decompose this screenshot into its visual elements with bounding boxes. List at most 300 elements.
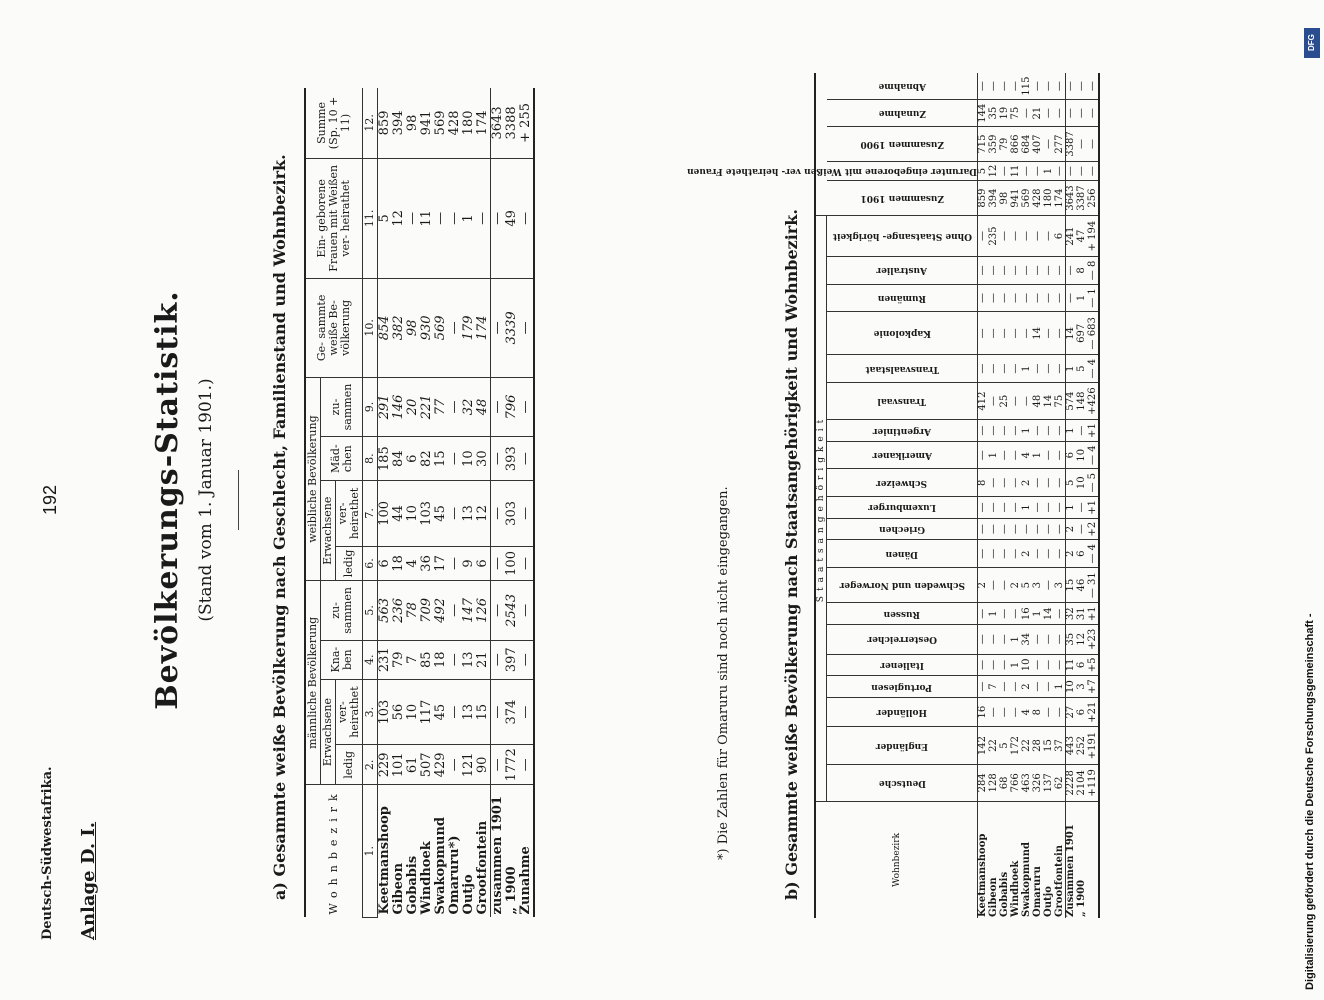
table-cell: — 31	[1088, 568, 1099, 603]
row-label	[1088, 801, 1099, 918]
table-cell: —	[1044, 497, 1055, 519]
table-cell: 137	[1044, 764, 1055, 801]
table-cell: —	[1033, 518, 1044, 540]
table-cell: —	[491, 546, 506, 581]
table-cell: 185	[378, 437, 393, 481]
row-label: Zusammen 1901	[1066, 801, 1077, 918]
table-cell: 697	[1077, 312, 1088, 355]
table-cell: 412	[978, 382, 989, 419]
table-cell: 1	[1066, 420, 1077, 442]
col-header-label: Portugiesen	[871, 681, 933, 692]
table-cell: —	[1000, 312, 1011, 355]
table-cell: —	[1055, 161, 1066, 180]
table-cell: 1	[1022, 355, 1033, 383]
table-cell: 3	[1077, 676, 1088, 698]
table-cell: 303	[505, 481, 519, 546]
row-label: Zunahme	[518, 846, 533, 915]
table-cell: 10	[1077, 469, 1088, 497]
table-cell: —	[989, 697, 1000, 726]
table-cell: 284	[978, 764, 989, 801]
table-cell: 235	[989, 215, 1000, 256]
col-header	[827, 676, 978, 698]
table-cell: 100	[505, 546, 519, 581]
table-cell: 148	[1077, 382, 1088, 419]
table-cell: —	[1000, 697, 1011, 726]
col-male: männliche Bevölkerung	[305, 581, 321, 785]
table-row	[1066, 73, 1077, 918]
table-cell: 13	[462, 481, 476, 546]
table-cell: —	[978, 676, 989, 698]
table-cell: 854	[378, 278, 393, 377]
table-cell: —	[1033, 161, 1044, 180]
table-cell: —	[1055, 100, 1066, 127]
table-row	[978, 73, 989, 918]
table-cell: — 4	[1088, 355, 1099, 383]
table-cell: —	[1055, 420, 1066, 442]
dfg-logo: DFG	[1304, 28, 1320, 58]
table-cell: 13	[462, 640, 476, 679]
table-cell: 84	[392, 437, 406, 481]
table-cell: 21	[1033, 100, 1044, 127]
col-female-single: ledig	[336, 546, 363, 581]
table-cell: —	[448, 679, 462, 744]
table-cell: —	[491, 158, 506, 278]
row-label: Gibeon	[391, 862, 406, 915]
table-cell: —	[1066, 284, 1077, 312]
table-cell: —	[519, 481, 534, 546]
table-cell: 3388	[505, 88, 519, 158]
col-header-label: Engländer	[875, 740, 929, 751]
table-row	[1033, 73, 1044, 918]
table-cell: 62	[1055, 764, 1066, 801]
table-cell: 37	[1055, 727, 1066, 764]
table-cell: 443	[1066, 727, 1077, 764]
table-cell: 1	[1033, 603, 1044, 625]
col-header	[827, 420, 978, 442]
table-cell: 291	[378, 377, 393, 436]
table-cell: 6	[1077, 540, 1088, 568]
row-label: Gobabis	[405, 855, 420, 915]
table-cell: 15	[434, 437, 448, 481]
table-cell: 25	[1000, 382, 1011, 419]
table-cell: —	[1000, 215, 1011, 256]
table-cell: —	[1055, 441, 1066, 469]
table-cell: +1	[1088, 603, 1099, 625]
table-cell: 2	[1011, 568, 1022, 603]
table-cell: —	[1055, 540, 1066, 568]
table-cell: 5	[378, 158, 393, 278]
table-cell: 1	[1055, 676, 1066, 698]
row-label: Omaruru*)	[447, 835, 462, 915]
table-cell: —	[448, 546, 462, 581]
table-cell: —	[491, 481, 506, 546]
table-cell: 6	[1077, 697, 1088, 726]
table-cell: +1	[1088, 420, 1099, 442]
table-cell: 17	[434, 546, 448, 581]
credit-text: Digitalisierung gefördert durch die Deutsche Forschungsgemeinschaft -	[1304, 613, 1316, 990]
table-cell: 2	[978, 568, 989, 603]
table-cell: —	[1011, 697, 1022, 726]
table-cell: 1772	[505, 745, 519, 785]
col-header	[827, 540, 978, 568]
table-cell: 47	[1077, 215, 1088, 256]
table-cell: 563	[378, 581, 393, 640]
col-header	[827, 568, 978, 603]
table-cell: —	[1000, 355, 1011, 383]
section-a-heading: a) Gesammte weiße Bevölkerung nach Geschlecht, Familienstand und Wohnbezirk.	[270, 154, 289, 900]
table-cell: —	[491, 581, 506, 640]
table-cell: 5	[1066, 469, 1077, 497]
table-cell: —	[1022, 257, 1033, 285]
table-cell: —	[1011, 420, 1022, 442]
table-cell: 10	[462, 437, 476, 481]
col-header	[827, 697, 978, 726]
col-number: 2.	[363, 745, 378, 785]
col-district: Wohnbezirk	[305, 785, 363, 918]
col-female: weibliche Bevölkerung	[305, 377, 321, 580]
table-cell: 144	[978, 100, 989, 127]
table-cell: 68	[1000, 764, 1011, 801]
table-cell: 14	[1044, 382, 1055, 419]
col-girls: Mäd- chen	[321, 437, 363, 481]
table-cell: —	[1033, 355, 1044, 383]
col-header	[827, 518, 978, 540]
table-cell: 31	[1077, 603, 1088, 625]
table-cell: 569	[434, 88, 448, 158]
table-cell: —	[491, 377, 506, 436]
col-header	[686, 161, 978, 180]
col-header-label: Abnahme	[878, 81, 926, 92]
col-header	[827, 257, 978, 285]
table-cell: 4	[406, 546, 420, 581]
col-sum: Summe (Sp. 10 + 11)	[305, 88, 363, 158]
table-cell: 9	[462, 546, 476, 581]
table-cell: —	[978, 312, 989, 355]
page-title: Bevölkerungs-Statistik.	[150, 290, 185, 710]
table-cell: —	[1044, 518, 1055, 540]
table-cell: —	[1033, 497, 1044, 519]
col-number: 5.	[363, 581, 378, 640]
footnote: *) Die Zahlen für Omaruru sind noch nicht eingegangen.	[716, 486, 731, 860]
appendix-label: Anlage D. I.	[78, 821, 99, 940]
table-cell: —	[519, 437, 534, 481]
table-cell: —	[448, 278, 462, 377]
col-header-label: Kapkolonie	[873, 328, 931, 339]
table-cell: —	[519, 377, 534, 436]
col-header-label: Holländer	[876, 707, 928, 718]
table-cell: —	[1033, 420, 1044, 442]
table-cell: —	[1011, 382, 1022, 419]
table-cell: 1	[1066, 355, 1077, 383]
table-cell: —	[1044, 654, 1055, 676]
table-cell: 18	[434, 640, 448, 679]
table-cell: 36	[420, 546, 434, 581]
table-cell: 1	[1044, 161, 1055, 180]
row-label: Omaruru	[1032, 866, 1043, 917]
table-cell: —	[491, 745, 506, 785]
col-header-label: Schweden und Norweger	[839, 580, 965, 591]
table-cell: 2543	[505, 581, 519, 640]
table-cell: —	[1011, 284, 1022, 312]
table-cell: 1	[1011, 625, 1022, 654]
table-cell: —	[1033, 540, 1044, 568]
table-cell: 11	[1011, 161, 1022, 180]
col-header	[827, 127, 978, 162]
table-cell: 10	[1077, 441, 1088, 469]
table-cell: 5	[1000, 727, 1011, 764]
table-cell: —	[1077, 100, 1088, 127]
table-cell: 2	[1022, 469, 1033, 497]
table-cell: 492	[434, 581, 448, 640]
table-cell: —	[978, 625, 989, 654]
table-cell: 709	[420, 581, 434, 640]
table-cell: 45	[434, 481, 448, 546]
table-cell: —	[1077, 518, 1088, 540]
table-cell: 374	[505, 679, 519, 744]
table-cell: —	[989, 540, 1000, 568]
row-label: „ 1900	[504, 866, 519, 915]
table-cell: —	[1022, 284, 1033, 312]
table-cell: 34	[1022, 625, 1033, 654]
table-cell: —	[1000, 568, 1011, 603]
table-cell: 79	[1000, 127, 1011, 162]
table-cell: +426	[1088, 382, 1099, 419]
table-cell: 1	[1011, 654, 1022, 676]
col-header	[827, 441, 978, 469]
table-cell: —	[519, 158, 534, 278]
table-cell: —	[1022, 518, 1033, 540]
table-cell: 103	[378, 679, 393, 744]
col-header-label: Australier	[876, 265, 928, 276]
table-cell: —	[406, 158, 420, 278]
table-cell: —	[434, 158, 448, 278]
col-header	[827, 181, 978, 216]
table-cell: 236	[392, 581, 406, 640]
table-cell: 394	[989, 181, 1000, 216]
table-cell: —	[1055, 518, 1066, 540]
table-cell: 100	[378, 481, 393, 546]
table-cell: —	[978, 518, 989, 540]
table-cell: 8	[978, 469, 989, 497]
col-female-total: zu- sammen	[321, 377, 363, 436]
table-cell: 4	[1022, 697, 1033, 726]
page-number: 192	[40, 484, 60, 516]
col-b-summary-group	[815, 73, 827, 215]
table-cell: 3643	[1066, 181, 1077, 216]
table-cell: 715	[978, 127, 989, 162]
table-cell: 11	[1066, 654, 1077, 676]
table-cell: 221	[420, 377, 434, 436]
table-cell: 6	[1066, 441, 1077, 469]
table-cell: —	[448, 581, 462, 640]
table-cell: —	[1066, 257, 1077, 285]
table-cell: 147	[462, 581, 476, 640]
col-header	[827, 215, 978, 256]
row-label: Swakopmund	[1021, 841, 1032, 917]
table-cell: —	[1077, 161, 1088, 180]
table-a	[304, 88, 535, 918]
table-cell: 46	[1077, 568, 1088, 603]
table-cell: —	[1000, 161, 1011, 180]
table-row	[519, 88, 534, 918]
table-cell: —	[1011, 215, 1022, 256]
table-cell: 78	[406, 581, 420, 640]
table-cell: 1	[1022, 420, 1033, 442]
table-cell: 15	[1066, 568, 1077, 603]
table-cell: —	[989, 73, 1000, 100]
table-cell: —	[1044, 469, 1055, 497]
col-header-label: Griechen	[879, 524, 925, 535]
table-cell: 930	[420, 278, 434, 377]
table-cell: 179	[462, 278, 476, 377]
table-cell: 61	[406, 745, 420, 785]
table-cell: 14	[1044, 603, 1055, 625]
col-header	[827, 469, 978, 497]
table-row	[1088, 73, 1099, 918]
table-cell: —	[519, 581, 534, 640]
col-number: 3.	[363, 679, 378, 744]
table-cell: 11	[420, 158, 434, 278]
row-label: Swakopmund	[433, 816, 448, 915]
table-cell: 463	[1022, 764, 1033, 801]
table-cell: 172	[1011, 727, 1022, 764]
table-cell: —	[1022, 161, 1033, 180]
table-row	[406, 88, 420, 918]
table-cell: 19	[1000, 100, 1011, 127]
table-cell: —	[1055, 469, 1066, 497]
table-cell: —	[978, 355, 989, 383]
table-cell: 6	[378, 546, 393, 581]
table-cell: —	[1033, 676, 1044, 698]
table-cell: 8	[1077, 257, 1088, 285]
table-cell: 27	[1066, 697, 1077, 726]
col-header-label: Oesterreicher	[867, 634, 937, 645]
table-cell: —	[448, 745, 462, 785]
table-cell: 98	[406, 88, 420, 158]
row-label: Keetmanshoop	[377, 806, 392, 915]
table-cell: —	[989, 625, 1000, 654]
table-cell: —	[1066, 73, 1077, 100]
table-cell: —	[1044, 420, 1055, 442]
table-cell: —	[1011, 497, 1022, 519]
table-cell: 3387	[1077, 181, 1088, 216]
col-number: 10.	[363, 278, 378, 377]
table-cell: 6	[1055, 215, 1066, 256]
table-cell: 574	[1066, 382, 1077, 419]
table-cell: 1	[1066, 497, 1077, 519]
col-header-label: Zusammen 1900	[860, 139, 944, 150]
table-cell: 49	[505, 158, 519, 278]
table-cell: 429	[434, 745, 448, 785]
table-cell: —	[1088, 127, 1099, 162]
table-cell: 10	[1066, 676, 1077, 698]
table-cell: 277	[1055, 127, 1066, 162]
table-row	[420, 88, 434, 918]
table-cell: —	[448, 481, 462, 546]
table-cell: —	[978, 420, 989, 442]
table-cell: 10	[406, 679, 420, 744]
table-cell: —	[1000, 257, 1011, 285]
table-cell: 15	[476, 679, 491, 744]
table-cell: 115	[1022, 73, 1033, 100]
table-cell: —	[1055, 697, 1066, 726]
table-cell: 7	[406, 640, 420, 679]
table-cell: 90	[476, 745, 491, 785]
table-cell: —	[1044, 100, 1055, 127]
table-cell: 101	[392, 745, 406, 785]
table-cell: 98	[406, 278, 420, 377]
table-cell: —	[1033, 284, 1044, 312]
table-cell: 2	[1022, 676, 1033, 698]
table-cell: 428	[1033, 181, 1044, 216]
table-cell: —	[978, 441, 989, 469]
row-label: Outjo	[461, 874, 476, 915]
table-cell: 3	[1033, 568, 1044, 603]
table-cell: +23	[1088, 625, 1099, 654]
table-cell: —	[491, 679, 506, 744]
table-cell: —	[1044, 568, 1055, 603]
table-cell: —	[978, 603, 989, 625]
table-cell: —	[1055, 654, 1066, 676]
table-cell: 174	[476, 278, 491, 377]
table-cell: —	[1011, 676, 1022, 698]
table-cell: 174	[1055, 181, 1066, 216]
col-header	[827, 100, 978, 127]
table-cell: 5	[1077, 355, 1088, 383]
table-cell: 30	[476, 437, 491, 481]
table-cell: 48	[476, 377, 491, 436]
table-cell: 796	[505, 377, 519, 436]
col-male-adults: Erwachsene	[321, 679, 336, 785]
table-cell: 428	[448, 88, 462, 158]
table-cell: 1	[989, 441, 1000, 469]
col-header-label: Zusammen 1901	[860, 193, 944, 204]
table-cell: —	[1022, 382, 1033, 419]
table-cell: —	[1044, 257, 1055, 285]
table-cell: 6	[406, 437, 420, 481]
table-cell: 569	[434, 278, 448, 377]
table-cell: —	[1000, 625, 1011, 654]
table-cell: —	[1033, 469, 1044, 497]
page-subtitle: (Stand vom 1. Januar 1901.)	[196, 378, 216, 622]
table-cell: —	[1088, 100, 1099, 127]
table-cell: — 683	[1088, 312, 1099, 355]
digitization-credit	[1300, 10, 1324, 990]
col-number: 4.	[363, 640, 378, 679]
table-cell: 174	[476, 88, 491, 158]
table-cell: 75	[1055, 382, 1066, 419]
col-header-label: Luxemburger	[868, 502, 936, 513]
table-cell: 14	[1066, 312, 1077, 355]
table-cell: —	[989, 420, 1000, 442]
table-cell: 6	[1077, 654, 1088, 676]
table-cell: —	[989, 518, 1000, 540]
table-cell: —	[1022, 100, 1033, 127]
table-cell: 103	[420, 481, 434, 546]
table-row	[378, 88, 393, 918]
table-cell: 32	[1066, 603, 1077, 625]
table-row	[1077, 73, 1088, 918]
table-cell: —	[1000, 518, 1011, 540]
col-b-district: Wohnbezirk	[815, 801, 978, 918]
col-header	[827, 727, 978, 764]
table-cell: —	[1044, 215, 1055, 256]
table-cell: —	[448, 640, 462, 679]
table-cell: 35	[989, 100, 1000, 127]
table-row	[434, 88, 448, 918]
table-row	[1055, 73, 1066, 918]
table-cell: —	[1055, 257, 1066, 285]
